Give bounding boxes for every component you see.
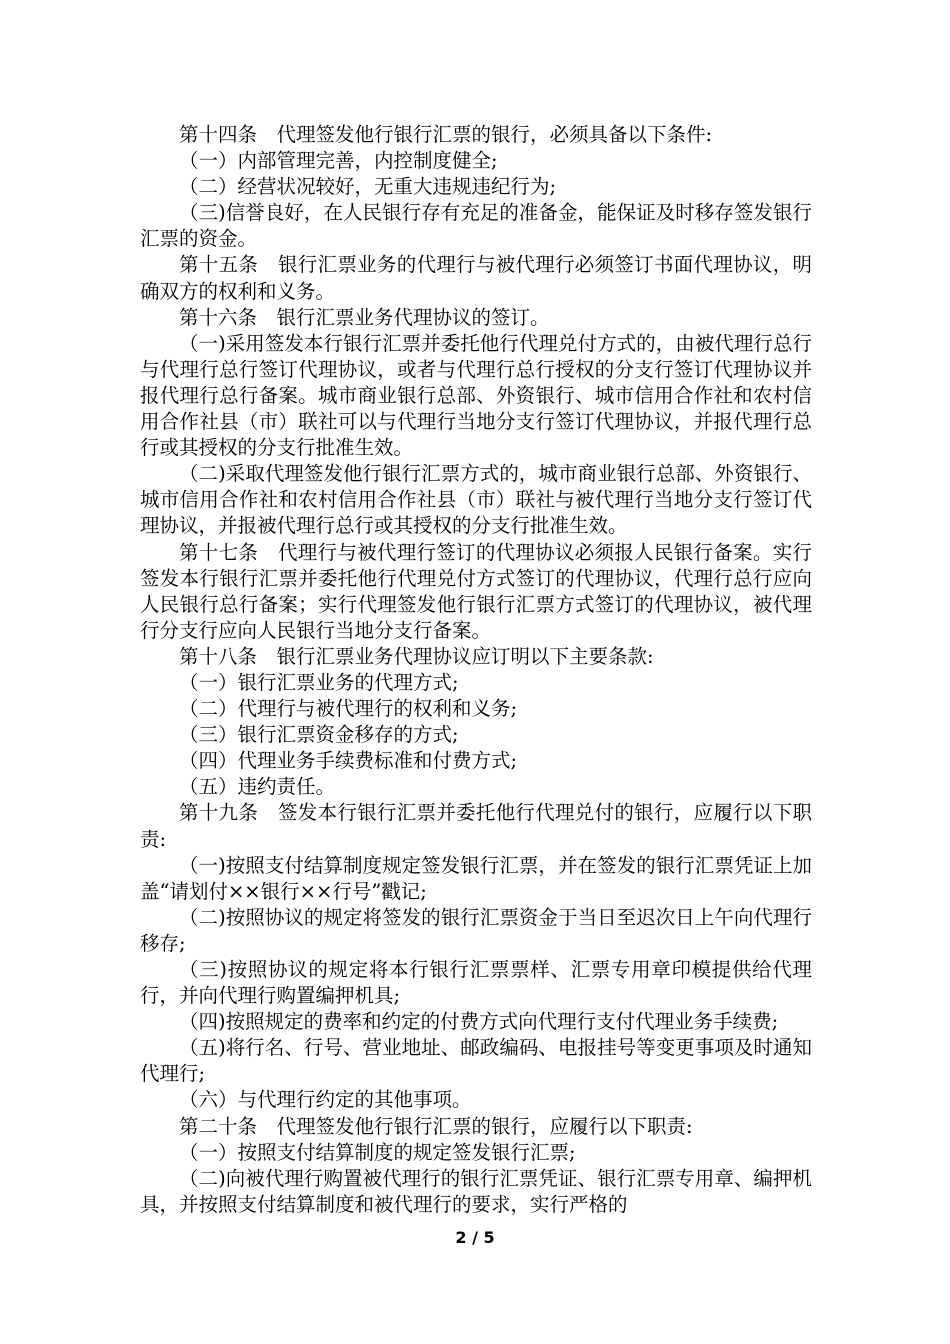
paragraph: （二）经营状况较好，无重大违规违纪行为; [179, 175, 557, 199]
paragraph: 第二十条 代理签发他行银行汇票的银行，应履行以下职责: [179, 1114, 693, 1138]
paragraph: （六）与代理行约定的其他事项。 [179, 1088, 472, 1112]
paragraph: 第十四条 代理签发他行银行汇票的银行，必须具备以下条件: [179, 123, 713, 146]
paragraph: （二)采取代理签发他行银行汇票方式的，城市商业银行总部、外资银行、城市信用合作社和农村信用合作社县（市）联社与被代理行当地分支行签订代理协议，并报被代理行总行或其授权的分支行批准生效。 [140, 462, 812, 538]
paragraph: 第十八条 银行汇票业务代理协议应订明以下主要条款: [179, 644, 654, 668]
paragraph: （一）银行汇票业务的代理方式; [179, 670, 459, 694]
paragraph: （一）按照支付结算制度的规定签发银行汇票; [179, 1140, 576, 1164]
paragraph: 第十六条 银行汇票业务代理协议的签订。 [179, 305, 550, 329]
paragraph: （三)信誉良好，在人民银行存有充足的准备金，能保证及时移存签发银行汇票的资金。 [140, 201, 812, 251]
paragraph: （五)将行名、行号、营业地址、邮政编码、电报挂号等变更事项及时通知代理行; [140, 1036, 812, 1086]
paragraph: （一）内部管理完善，内控制度健全; [179, 149, 498, 173]
paragraph: 第十五条 银行汇票业务的代理行与被代理行必须签订书面代理协议，明确双方的权利和义务。 [140, 253, 812, 303]
paragraph: （三）银行汇票资金移存的方式; [179, 723, 459, 747]
paragraph: （一)采用签发本行银行汇票并委托他行代理兑付方式的，由被代理行总行与代理行总行签订代理协议，或者与代理行总行授权的分支行签订代理协议并报代理行总行备案。城市商业银行总部、外资银行、城市信用合作社和农村信用合作社县（市）联社可以与代理行当地分支行签订代理协议，并报代理行总行或其授权的分支行批准生效。 [140, 331, 812, 460]
paragraph: 第十九条 签发本行银行汇票并委托他行代理兑付的银行，应履行以下职责: [140, 801, 812, 851]
document-body [140, 122, 812, 1218]
paragraph: （一)按照支付结算制度规定签发银行汇票，并在签发的银行汇票凭证上加盖“请划付××银行××行号”戳记; [140, 853, 812, 903]
page-number: 2 / 5 [455, 1228, 495, 1247]
paragraph: （二)按照协议的规定将签发的银行汇票资金于当日至迟次日上午向代理行移存; [140, 905, 812, 955]
paragraph: （四）代理业务手续费标准和付费方式; [179, 749, 518, 773]
paragraph: （二）代理行与被代理行的权利和义务; [179, 697, 518, 721]
paragraph: （三)按照协议的规定将本行银行汇票票样、汇票专用章印模提供给代理行，并向代理行购置编押机具; [140, 958, 812, 1008]
paragraph: （四)按照规定的费率和约定的付费方式向代理行支付代理业务手续费; [179, 1010, 779, 1034]
paragraph: （五）违约责任。 [179, 775, 336, 799]
paragraph: （二)向被代理行购置被代理行的银行汇票凭证、银行汇票专用章、编押机具，并按照支付结算制度和被代理行的要求，实行严格的 [140, 1166, 812, 1216]
paragraph: 第十七条 代理行与被代理行签订的代理协议必须报人民银行备案。实行签发本行银行汇票并委托他行代理兑付方式签订的代理协议，代理行总行应向人民银行总行备案；实行代理签发他行银行汇票方式签订的代理协议，被代理行分支行应向人民银行当地分支行备案。 [140, 540, 812, 642]
